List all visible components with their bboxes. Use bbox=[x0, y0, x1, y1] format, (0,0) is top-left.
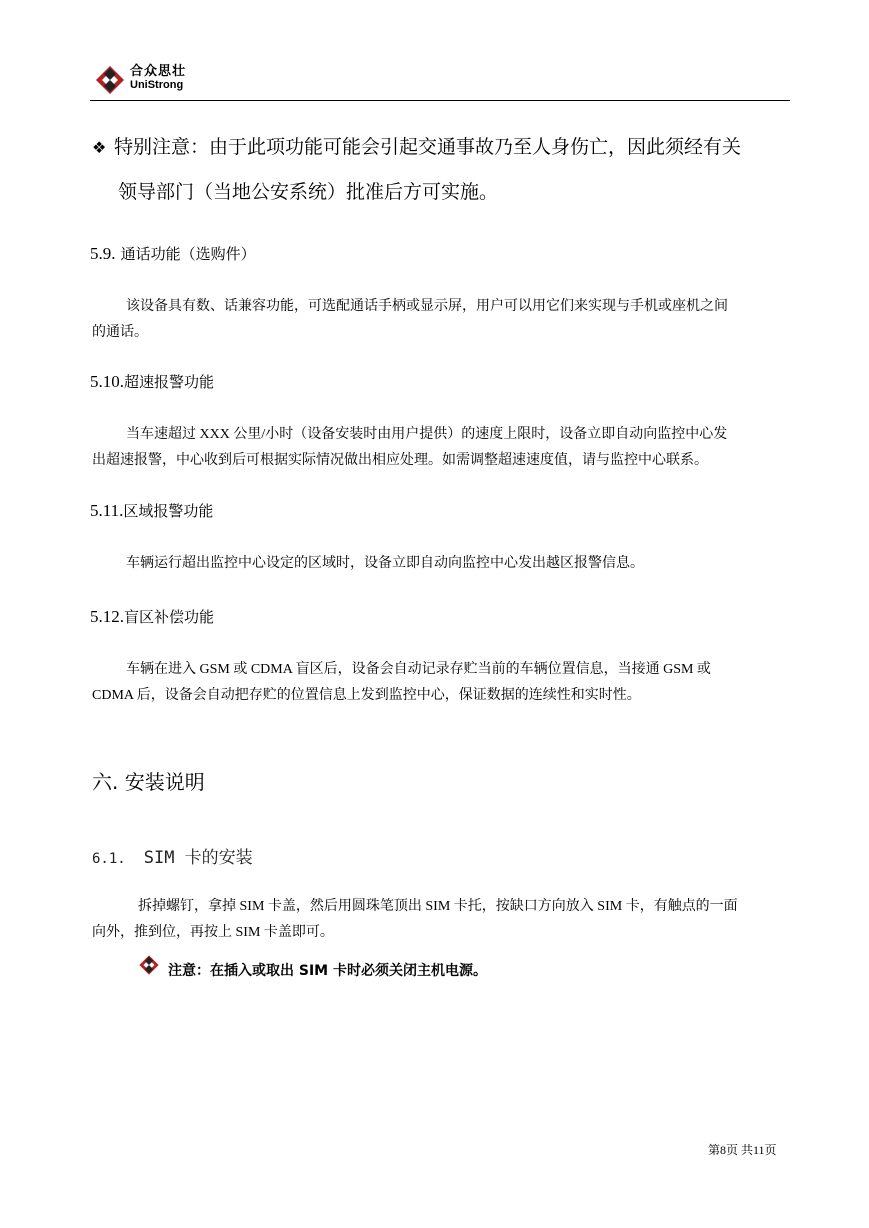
paragraph-line: 车辆在进入 GSM 或 CDMA 盲区后，设备会自动记录存贮当前的车辆位置信息，当接通 GSM 或 bbox=[126, 662, 711, 677]
unistrong-logo-icon bbox=[138, 954, 160, 976]
paragraph-line: 拆掉螺钉，拿掉 SIM 卡盖，然后用圆珠笔顶出 SIM 卡托，按缺口方向放入 SIM 卡，有触点的一面 bbox=[138, 899, 738, 914]
paragraph-line: 当车速超过 XXX 公里/小时（设备安装时由用户提供）的速度上限时，设备立即自动向监控中心发 bbox=[126, 427, 728, 442]
section-title: 通话功能（选购件） bbox=[120, 245, 256, 263]
unistrong-logo-icon bbox=[94, 64, 126, 96]
section-number: 5.10. bbox=[90, 372, 124, 391]
brand-name-en: UniStrong bbox=[130, 79, 184, 91]
brand-name-cn: 合众思壮 bbox=[130, 64, 187, 79]
notice-line-2: 领导部门（当地公安系统）批准后方可实施。 bbox=[118, 181, 499, 203]
paragraph-line: 向外，推到位，再按上 SIM 卡盖即可。 bbox=[92, 925, 334, 940]
diamond-bullet-icon: ❖ bbox=[92, 138, 107, 157]
section-number: 5.9. bbox=[90, 244, 116, 263]
paragraph-line: 该设备具有数、话兼容功能，可选配通话手柄或显示屏，用户可以用它们来实现与手机或座机之间 bbox=[126, 299, 728, 314]
section-number: 5.11. bbox=[90, 501, 124, 520]
note-text: 注意：在插入或取出 SIM 卡时必须关闭主机电源。 bbox=[168, 963, 487, 979]
brand-logo bbox=[130, 65, 186, 91]
section-heading-5-10 bbox=[90, 371, 214, 392]
page-header bbox=[90, 60, 790, 101]
paragraph-line: 的通话。 bbox=[92, 325, 148, 340]
page-footer: 第8页 共11页 bbox=[708, 1143, 777, 1157]
section-heading-5-11 bbox=[90, 500, 213, 521]
section-number: 5.12. bbox=[90, 607, 124, 626]
subsection-heading-6-1 bbox=[92, 843, 253, 868]
section-paragraph-5-11 bbox=[92, 551, 790, 577]
section-heading-5-9 bbox=[90, 243, 256, 264]
paragraph-line: CDMA 后，设备会自动把存贮的位置信息上发到监控中心，保证数据的连续性和实时性。 bbox=[92, 688, 641, 703]
section-title: 盲区补偿功能 bbox=[124, 608, 215, 626]
subsection-paragraph-6-1 bbox=[92, 894, 790, 946]
section-paragraph-5-9 bbox=[92, 294, 790, 346]
section-title: 超速报警功能 bbox=[124, 373, 215, 391]
section-paragraph-5-10 bbox=[92, 422, 790, 474]
paragraph-line: 出超速报警，中心收到后可根据实际情况做出相应处理。如需调整超速速度值，请与监控中心联系。 bbox=[92, 453, 708, 468]
chapter-title: 六. 安装说明 bbox=[92, 770, 205, 794]
notice-line-1 bbox=[92, 132, 741, 159]
section-title: 区域报警功能 bbox=[123, 502, 214, 520]
section-heading-5-12 bbox=[90, 606, 214, 627]
section-paragraph-5-12 bbox=[92, 657, 790, 709]
subsection-title: SIM 卡的安装 bbox=[143, 848, 253, 868]
note-row bbox=[138, 960, 638, 982]
paragraph-line: 车辆运行超出监控中心设定的区域时，设备立即自动向监控中心发出越区报警信息。 bbox=[126, 556, 644, 571]
notice-text-1: 特别注意：由于此项功能可能会引起交通事故乃至人身伤亡，因此须经有关 bbox=[114, 136, 742, 158]
subsection-number: 6.1. bbox=[92, 851, 126, 867]
